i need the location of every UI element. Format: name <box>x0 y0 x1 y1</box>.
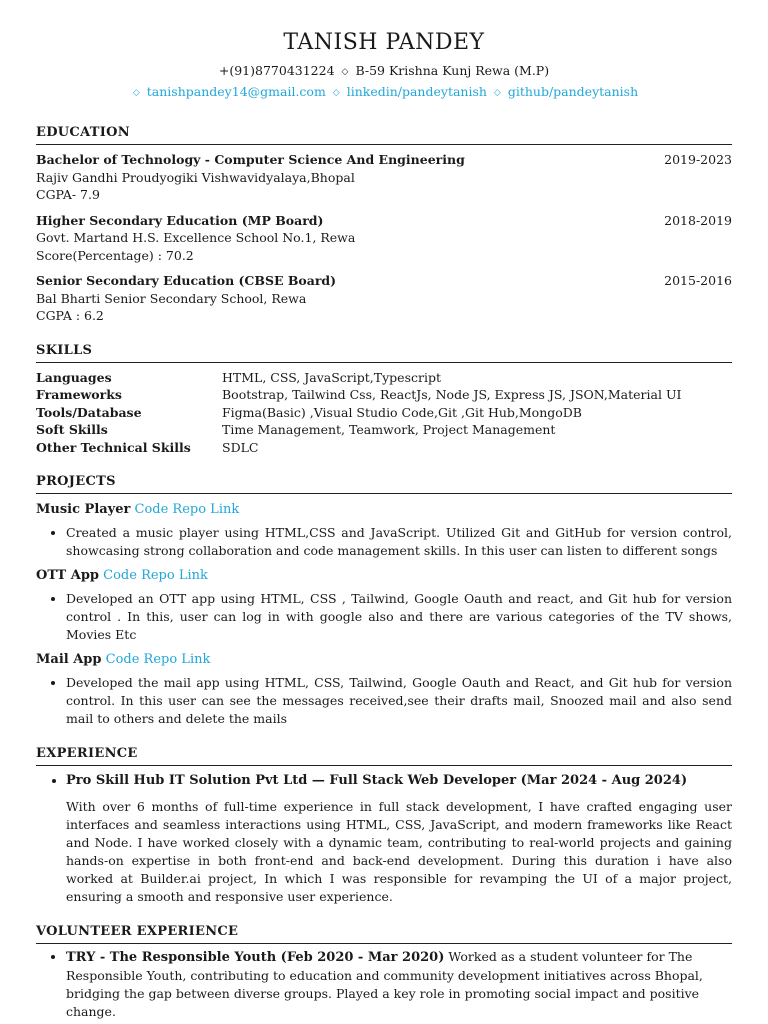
volunteer-section <box>36 948 732 1021</box>
phone-number: +(91)8770431224 <box>218 63 335 78</box>
project-description: • Developed the mail app using HTML, CSS, Tailwind, Google Oauth and React, and Git hub for version control. In this user can see the messages received,see their drafts mail, Snoozed mail and also send mail to others and delete the mails <box>66 674 732 728</box>
skill-row <box>36 439 732 457</box>
project-name: Mail App <box>36 652 102 667</box>
skill-category: Frameworks <box>36 387 122 402</box>
skill-category: Other Technical Skills <box>36 439 191 455</box>
skill-category: Tools/Database <box>36 404 142 420</box>
experience-bullets <box>36 772 732 790</box>
degree: Higher Secondary Education (MP Board) <box>36 212 324 228</box>
volunteer-role: TRY - The Responsible Youth (Feb 2020 - Mar 2020) <box>66 950 445 965</box>
degree: Bachelor of Technology - Computer Science And Engineering <box>36 152 465 167</box>
skill-row <box>36 386 732 404</box>
email-link[interactable]: tanishpandey14@gmail.com <box>146 84 326 99</box>
years: 2018-2019 <box>664 212 732 228</box>
skill-row <box>36 421 732 439</box>
project-bullets <box>36 674 732 728</box>
education-entry <box>36 212 732 265</box>
score: CGPA- 7.9 <box>36 187 100 202</box>
candidate-name: TANISH PANDEY <box>283 30 485 55</box>
project-name: Music Player <box>36 502 131 517</box>
linkedin-link[interactable]: linkedin/pandeytanish <box>346 84 487 99</box>
education-entry <box>36 151 732 204</box>
years: 2015-2016 <box>664 273 732 288</box>
skill-value: Bootstrap, Tailwind Css, ReactJs, Node JS, Express JS, JSON,Material UI <box>222 387 682 402</box>
institution: Govt. Martand H.S. Excellence School No.1, Rewa <box>36 230 356 245</box>
diamond-icon: ◇ <box>332 88 340 98</box>
diamond-icon: ◇ <box>493 88 501 98</box>
experience-role: • Pro Skill Hub IT Solution Pvt Ltd — Full Stack Web Developer (Mar 2024 - Aug 2024) <box>66 772 732 790</box>
score: Score(Percentage) : 70.2 <box>36 247 194 263</box>
volunteer-heading: VOLUNTEER EXPERIENCE <box>36 924 732 944</box>
education-heading: EDUCATION <box>36 125 732 145</box>
years: 2019-2023 <box>664 152 732 167</box>
volunteer-description: Worked as a student volunteer for The Responsible Youth, contributing to education and community development initiatives across Bhopal, bridging the gap between diverse groups. Played a key role in promoting social impact and positive change. <box>66 949 703 1019</box>
project-description: • Created a music player using HTML,CSS and JavaScript. Utilized Git and GitHub for version control, showcasing strong collaboration and code management skills. In this user can listen to different songs <box>66 524 732 560</box>
institution: Rajiv Gandhi Proudyogiki Vishwavidyalaya,Bhopal <box>36 169 355 185</box>
score: CGPA : 6.2 <box>36 308 104 323</box>
diamond-icon: ◇ <box>132 88 140 98</box>
github-link[interactable]: github/pandeytanish <box>507 84 639 99</box>
degree: Senior Secondary Education (CBSE Board) <box>36 273 337 288</box>
institution: Bal Bharti Senior Secondary School, Rewa <box>36 290 307 306</box>
skill-category: Soft Skills <box>36 422 108 437</box>
skill-value: Figma(Basic) ,Visual Studio Code,Git ,Git Hub,MongoDB <box>222 404 582 420</box>
contact-line-2 <box>36 82 732 103</box>
volunteer-bullets <box>36 948 732 1021</box>
address: B-59 Krishna Kunj Rewa (M.P) <box>355 63 550 78</box>
resume-page <box>36 28 732 1021</box>
skill-category: Languages <box>36 369 112 385</box>
contact-line-1 <box>36 61 732 82</box>
code-repo-link[interactable]: Code Repo Link <box>134 502 240 517</box>
project-title <box>36 500 732 520</box>
diamond-icon: ◇ <box>341 67 349 77</box>
project-bullets <box>36 524 732 560</box>
skills-heading: SKILLS <box>36 343 732 363</box>
education-entry <box>36 272 732 325</box>
skills-table <box>36 369 732 457</box>
skill-value: Time Management, Teamwork, Project Management <box>222 422 556 437</box>
code-repo-link[interactable]: Code Repo Link <box>105 652 211 667</box>
skill-value: HTML, CSS, JavaScript,Typescript <box>222 369 441 385</box>
skill-value: SDLC <box>222 439 259 455</box>
project-description: • Developed an OTT app using HTML, CSS , Tailwind, Google Oauth and react, and Git hub for version control . In this, user can log in with google also and there are various categories of the TV shows, Movies Etc <box>66 590 732 644</box>
projects-heading: PROJECTS <box>36 474 732 494</box>
experience-heading: EXPERIENCE <box>36 746 732 766</box>
code-repo-link[interactable]: Code Repo Link <box>103 568 208 583</box>
project-name: OTT App <box>36 568 100 583</box>
skill-row <box>36 369 732 387</box>
project-bullets <box>36 590 732 644</box>
skill-row <box>36 404 732 422</box>
volunteer-entry <box>66 948 732 1021</box>
project-title <box>36 566 732 586</box>
experience-description: With over 6 months of full-time experience in full stack development, I have crafted engaging user interfaces and seamless interactions using HTML, CSS, JavaScript, and modern frameworks like React and Node. I have worked closely with a dynamic team, contributing to real-world projects and gaining hands-on expertise in both front-end and back-end development. During this duration i have also worked at Builder.ai project, In which I was responsible for revamping the UI of a major project, ensuring a smooth and responsive user experience. <box>66 799 732 904</box>
project-title <box>36 650 732 670</box>
